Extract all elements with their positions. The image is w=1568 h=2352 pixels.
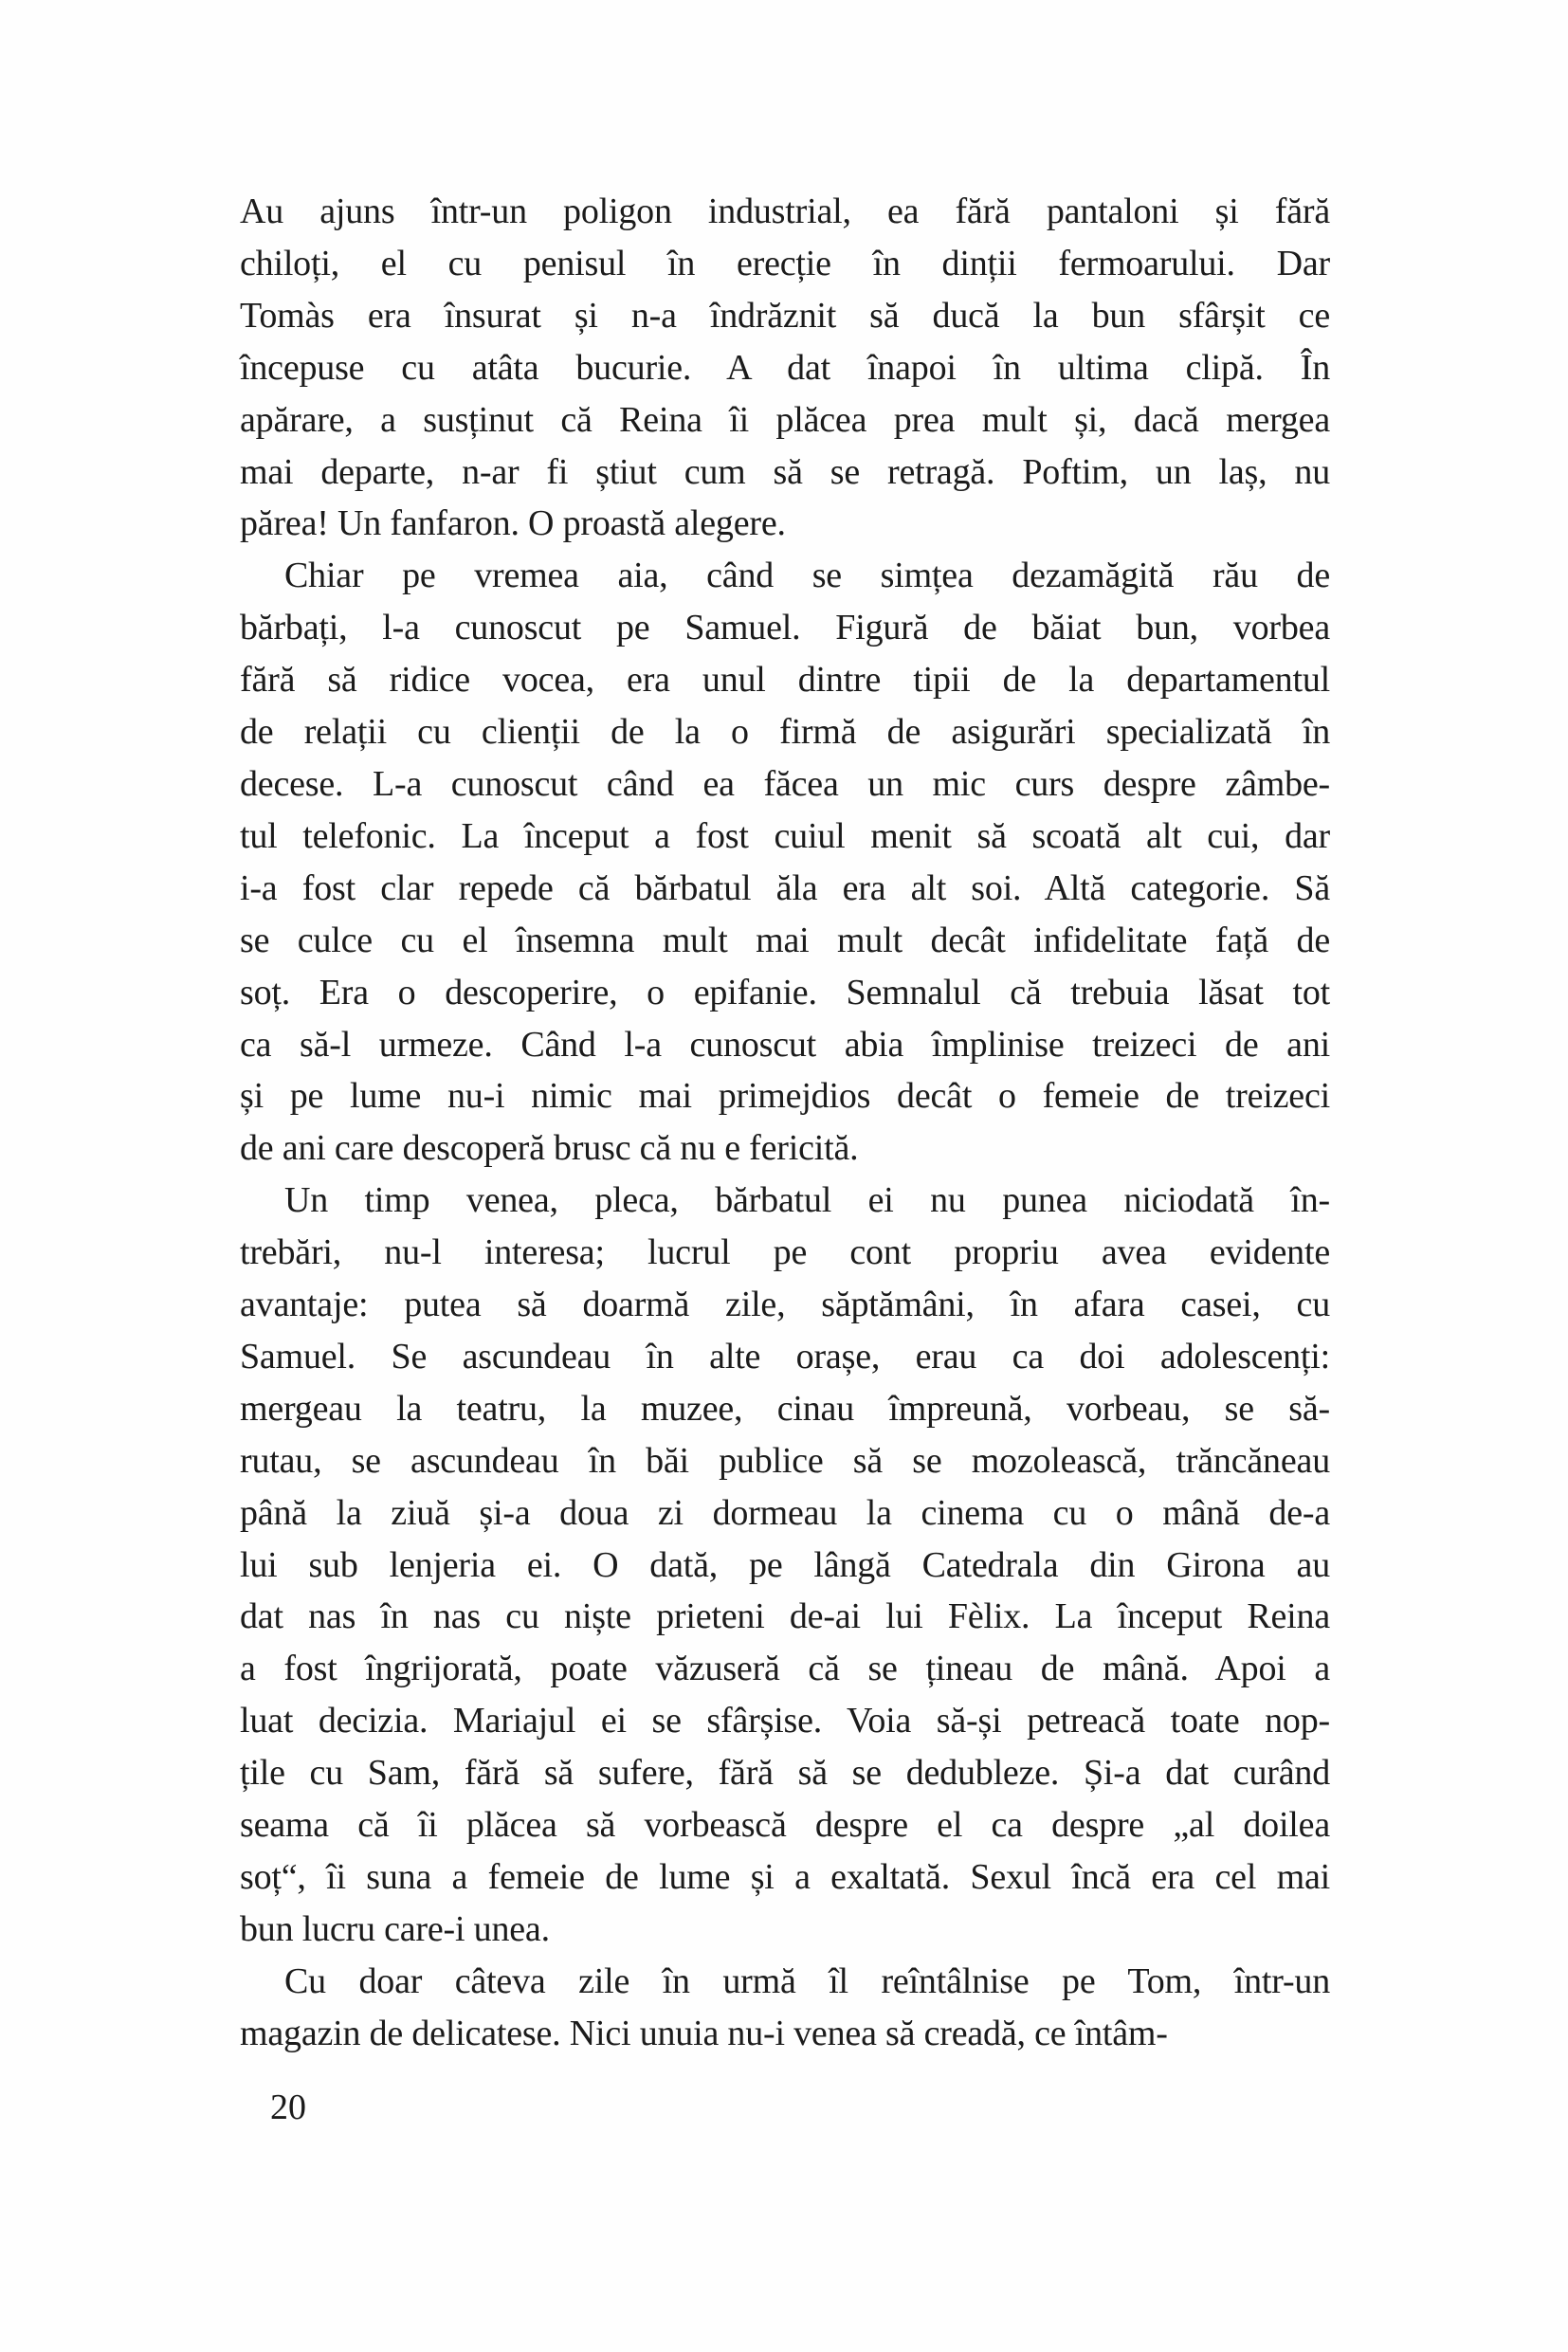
text-line: tul telefonic. La început a fost cuiul menit să scoată alt cui, dar (240, 815, 1330, 856)
text-line: de ani care descoperă brusc că nu e fericită. (240, 1128, 859, 1169)
text-line: soț“, îi suna a femeie de lume și a exaltată. Sexul încă era cel mai (240, 1857, 1330, 1897)
text-line: lui sub lenjeria ei. O dată, pe lângă Catedrala din Girona au (240, 1544, 1330, 1585)
text-line: de relații cu clienții de la o firmă de asigurări specializată în (240, 712, 1330, 753)
text-line: bărbați, l-a cunoscut pe Samuel. Figură de băiat bun, vorbea (240, 608, 1330, 648)
text-line: chiloți, el cu penisul în erecție în dinții fermoarului. Dar (240, 243, 1330, 283)
paragraph (240, 1175, 1330, 1956)
text-line: Chiar pe vremea aia, când se simțea dezamăgită rău de (284, 556, 1330, 596)
text-line: decese. L-a cunoscut când ea făcea un mic curs despre zâmbe- (240, 763, 1330, 804)
text-line: soț. Era o descoperire, o epifanie. Semnalul că trebuia lăsat tot (240, 972, 1330, 1012)
text-line: avantaje: putea să doarmă zile, săptămâni, în afara casei, cu (240, 1285, 1330, 1325)
text-line: mai departe, n-ar fi știut cum să se retragă. Poftim, un laș, nu (240, 451, 1330, 492)
text-line: a fost îngrijorată, poate văzuseră că se țineau de mână. Apoi a (240, 1649, 1330, 1689)
text-line: magazin de delicatese. Nici unuia nu-i venea să creadă, ce întâm- (240, 2013, 1168, 2053)
text-line: țile cu Sam, fără să sufere, fără să se dedubleze. Și-a dat curând (240, 1753, 1330, 1794)
text-line: până la ziuă și-a doua zi dormeau la cinema cu o mână de-a (240, 1492, 1330, 1533)
text-line: dat nas în nas cu niște prieteni de-ai lui Fèlix. La început Reina (240, 1596, 1330, 1637)
paragraph (240, 186, 1330, 550)
text-line: luat decizia. Mariajul ei se sfârșise. Voia să-și petreacă toate nop- (240, 1701, 1330, 1741)
text-line: Un timp venea, pleca, bărbatul ei nu punea niciodată în- (284, 1180, 1330, 1221)
text-line: Cu doar câteva zile în urmă îl reîntâlnise pe Tom, într-un (284, 1960, 1330, 2001)
text-line: seama că îi plăcea să vorbească despre el ca despre „al doilea (240, 1805, 1330, 1846)
text-line: bun lucru care-i unea. (240, 1908, 550, 1949)
paragraph (240, 550, 1330, 1175)
text-line: ca să-l urmeze. Când l-a cunoscut abia împlinise treizeci de ani (240, 1024, 1330, 1065)
text-line: părea! Un fanfaron. O proastă alegere. (240, 503, 786, 544)
text-line: fără să ridice vocea, era unul dintre tipii de la departamentul (240, 660, 1330, 701)
text-line: și pe lume nu-i nimic mai primejdios decât o femeie de treizeci (240, 1076, 1330, 1117)
paragraph (240, 1956, 1330, 2060)
text-line: Tomàs era însurat și n-a îndrăznit să ducă la bun sfârșit ce (240, 295, 1330, 336)
text-line: mergeau la teatru, la muzee, cinau împreună, vorbeau, se să- (240, 1388, 1330, 1429)
text-line: Au ajuns într-un poligon industrial, ea fără pantaloni și fără (240, 191, 1330, 231)
text-block (240, 186, 1330, 2060)
text-line: începuse cu atâta bucurie. A dat înapoi în ultima clipă. În (240, 347, 1330, 388)
page-number: 20 (270, 2088, 306, 2127)
text-line: Samuel. Se ascundeau în alte orașe, erau ca doi adolescenți: (240, 1336, 1330, 1377)
text-line: trebări, nu-l interesa; lucrul pe cont propriu avea evidente (240, 1232, 1330, 1273)
text-line: i-a fost clar repede că bărbatul ăla era alt soi. Altă categorie. Să (240, 867, 1330, 908)
text-line: apărare, a susținut că Reina îi plăcea prea mult și, dacă mergea (240, 399, 1330, 440)
text-line: se culce cu el însemna mult mai mult decât infidelitate față de (240, 920, 1330, 960)
text-line: rutau, se ascundeau în băi publice să se mozolească, trăncăneau (240, 1440, 1330, 1481)
